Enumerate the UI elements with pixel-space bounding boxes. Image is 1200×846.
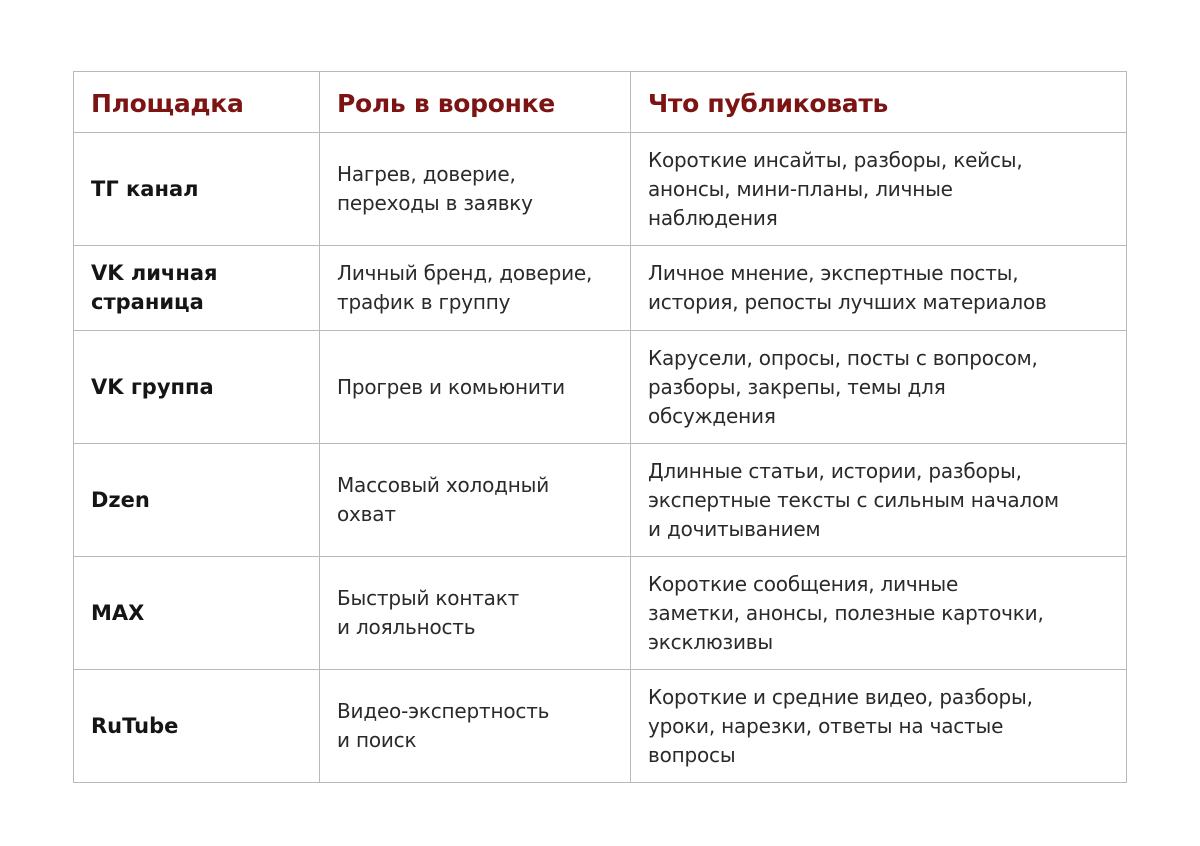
role-line: Прогрев и комьюнити [337, 374, 565, 399]
content-line: Короткие сообщения, личные [648, 571, 959, 596]
role-line: и лояльность [337, 615, 476, 639]
role-line: Личный бренд, доверие, [337, 261, 593, 285]
role-line: трафик в группу [337, 290, 511, 314]
role-line: и поиск [337, 728, 417, 752]
role-line: Массовый холодный [337, 473, 550, 497]
channels-funnel-table [73, 71, 1127, 783]
header-platform: Площадка [74, 72, 320, 133]
role-cell [320, 557, 631, 670]
content-line: Личное мнение, экспертные посты, [648, 261, 1019, 285]
header-role: Роль в воронке [320, 72, 631, 133]
table-row [74, 331, 1127, 444]
content-line: Короткие инсайты, разборы, кейсы, [648, 147, 1023, 172]
platform-cell [74, 444, 320, 557]
header-content: Что публиковать [631, 72, 1127, 133]
platform-cell [74, 133, 320, 246]
table-row [74, 444, 1127, 557]
content-line: обсуждения [648, 403, 776, 428]
content-line: уроки, нарезки, ответы на частые [648, 713, 1004, 738]
content-line: вопросы [648, 742, 736, 767]
content-cell [631, 133, 1127, 246]
platform-name: VK группа [91, 374, 214, 399]
platform-name: ТГ канал [91, 176, 199, 201]
role-line: Быстрый контакт [337, 586, 520, 610]
platform-name: Dzen [91, 487, 150, 512]
content-cell [631, 331, 1127, 444]
content-line: эксклюзивы [648, 629, 773, 654]
role-cell [320, 670, 631, 783]
content-cell [631, 670, 1127, 783]
platform-name: страница [91, 290, 204, 314]
table-row [74, 246, 1127, 331]
platform-name: VK личная [91, 261, 218, 285]
table-header-row [74, 72, 1127, 133]
role-line: Нагрев, доверие, [337, 162, 516, 186]
role-line: Видео-экспертность [337, 699, 550, 723]
role-cell [320, 444, 631, 557]
role-cell [320, 331, 631, 444]
content-line: Карусели, опросы, посты с вопросом, [648, 345, 1038, 370]
role-line: переходы в заявку [337, 191, 533, 215]
content-line: разборы, закрепы, темы для [648, 374, 946, 399]
content-line: наблюдения [648, 205, 778, 230]
platform-cell [74, 557, 320, 670]
table-row [74, 557, 1127, 670]
content-line: история, репосты лучших материалов [648, 290, 1047, 314]
platform-cell [74, 331, 320, 444]
content-line: Длинные статьи, истории, разборы, [648, 458, 1022, 483]
content-cell [631, 557, 1127, 670]
platform-name: RuTube [91, 713, 179, 738]
role-cell [320, 133, 631, 246]
content-line: заметки, анонсы, полезные карточки, [648, 600, 1044, 625]
table-row [74, 133, 1127, 246]
platform-name: MAX [91, 600, 145, 625]
content-line: и дочитыванием [648, 516, 821, 541]
platform-cell [74, 670, 320, 783]
content-cell [631, 444, 1127, 557]
table-row [74, 670, 1127, 783]
content-cell [631, 246, 1127, 331]
role-cell [320, 246, 631, 331]
platform-cell [74, 246, 320, 331]
content-line: Короткие и средние видео, разборы, [648, 684, 1033, 709]
role-line: охват [337, 502, 396, 526]
content-line: анонсы, мини-планы, личные [648, 176, 953, 201]
content-line: экспертные тексты с сильным началом [648, 487, 1059, 512]
